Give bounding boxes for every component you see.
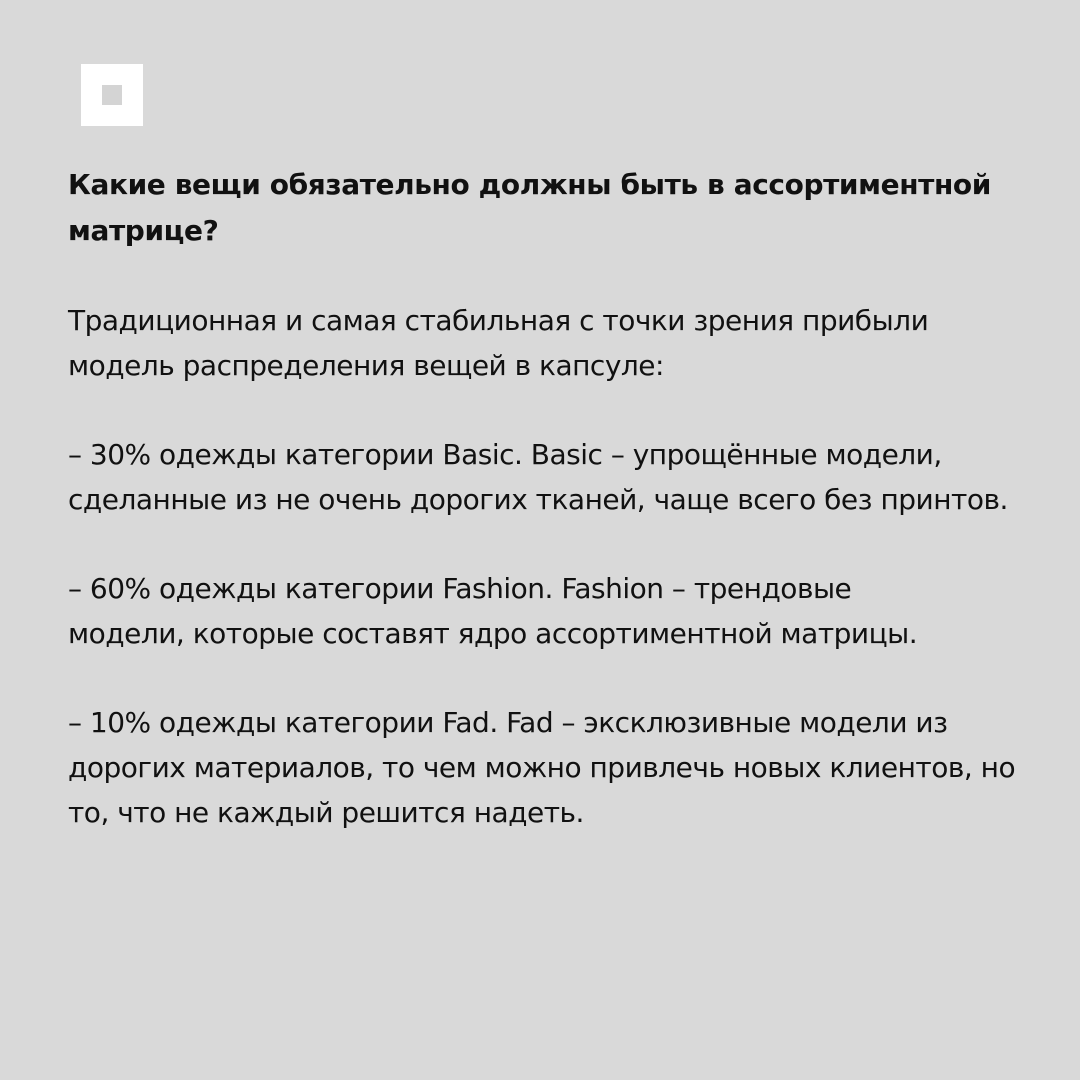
intro-paragraph: Традиционная и самая стабильная с точки зрения прибыли модель распределения вещей в капсуле:	[68, 304, 929, 382]
article-body	[68, 162, 1048, 835]
fashion-category-paragraph: – 60% одежды категории Fashion. Fashion – трендовые модели, которые составят ядро ассортиментной матрицы.	[68, 572, 918, 650]
page-title: Какие вещи обязательно должны быть в ассортиментной матрице?	[68, 168, 991, 247]
basic-category-paragraph: – 30% одежды категории Basic. Basic – упрощённые модели, сделанные из не очень дорогих тканей, чаще всего без принтов.	[68, 438, 1008, 516]
fad-category-paragraph: – 10% одежды категории Fad. Fad – эксклюзивные модели из дорогих материалов, то чем можно привлечь новых клиентов, но то, что не каждый решится надеть.	[68, 706, 1016, 829]
logo-inner-square	[102, 85, 122, 105]
square-logo-icon	[81, 64, 143, 126]
